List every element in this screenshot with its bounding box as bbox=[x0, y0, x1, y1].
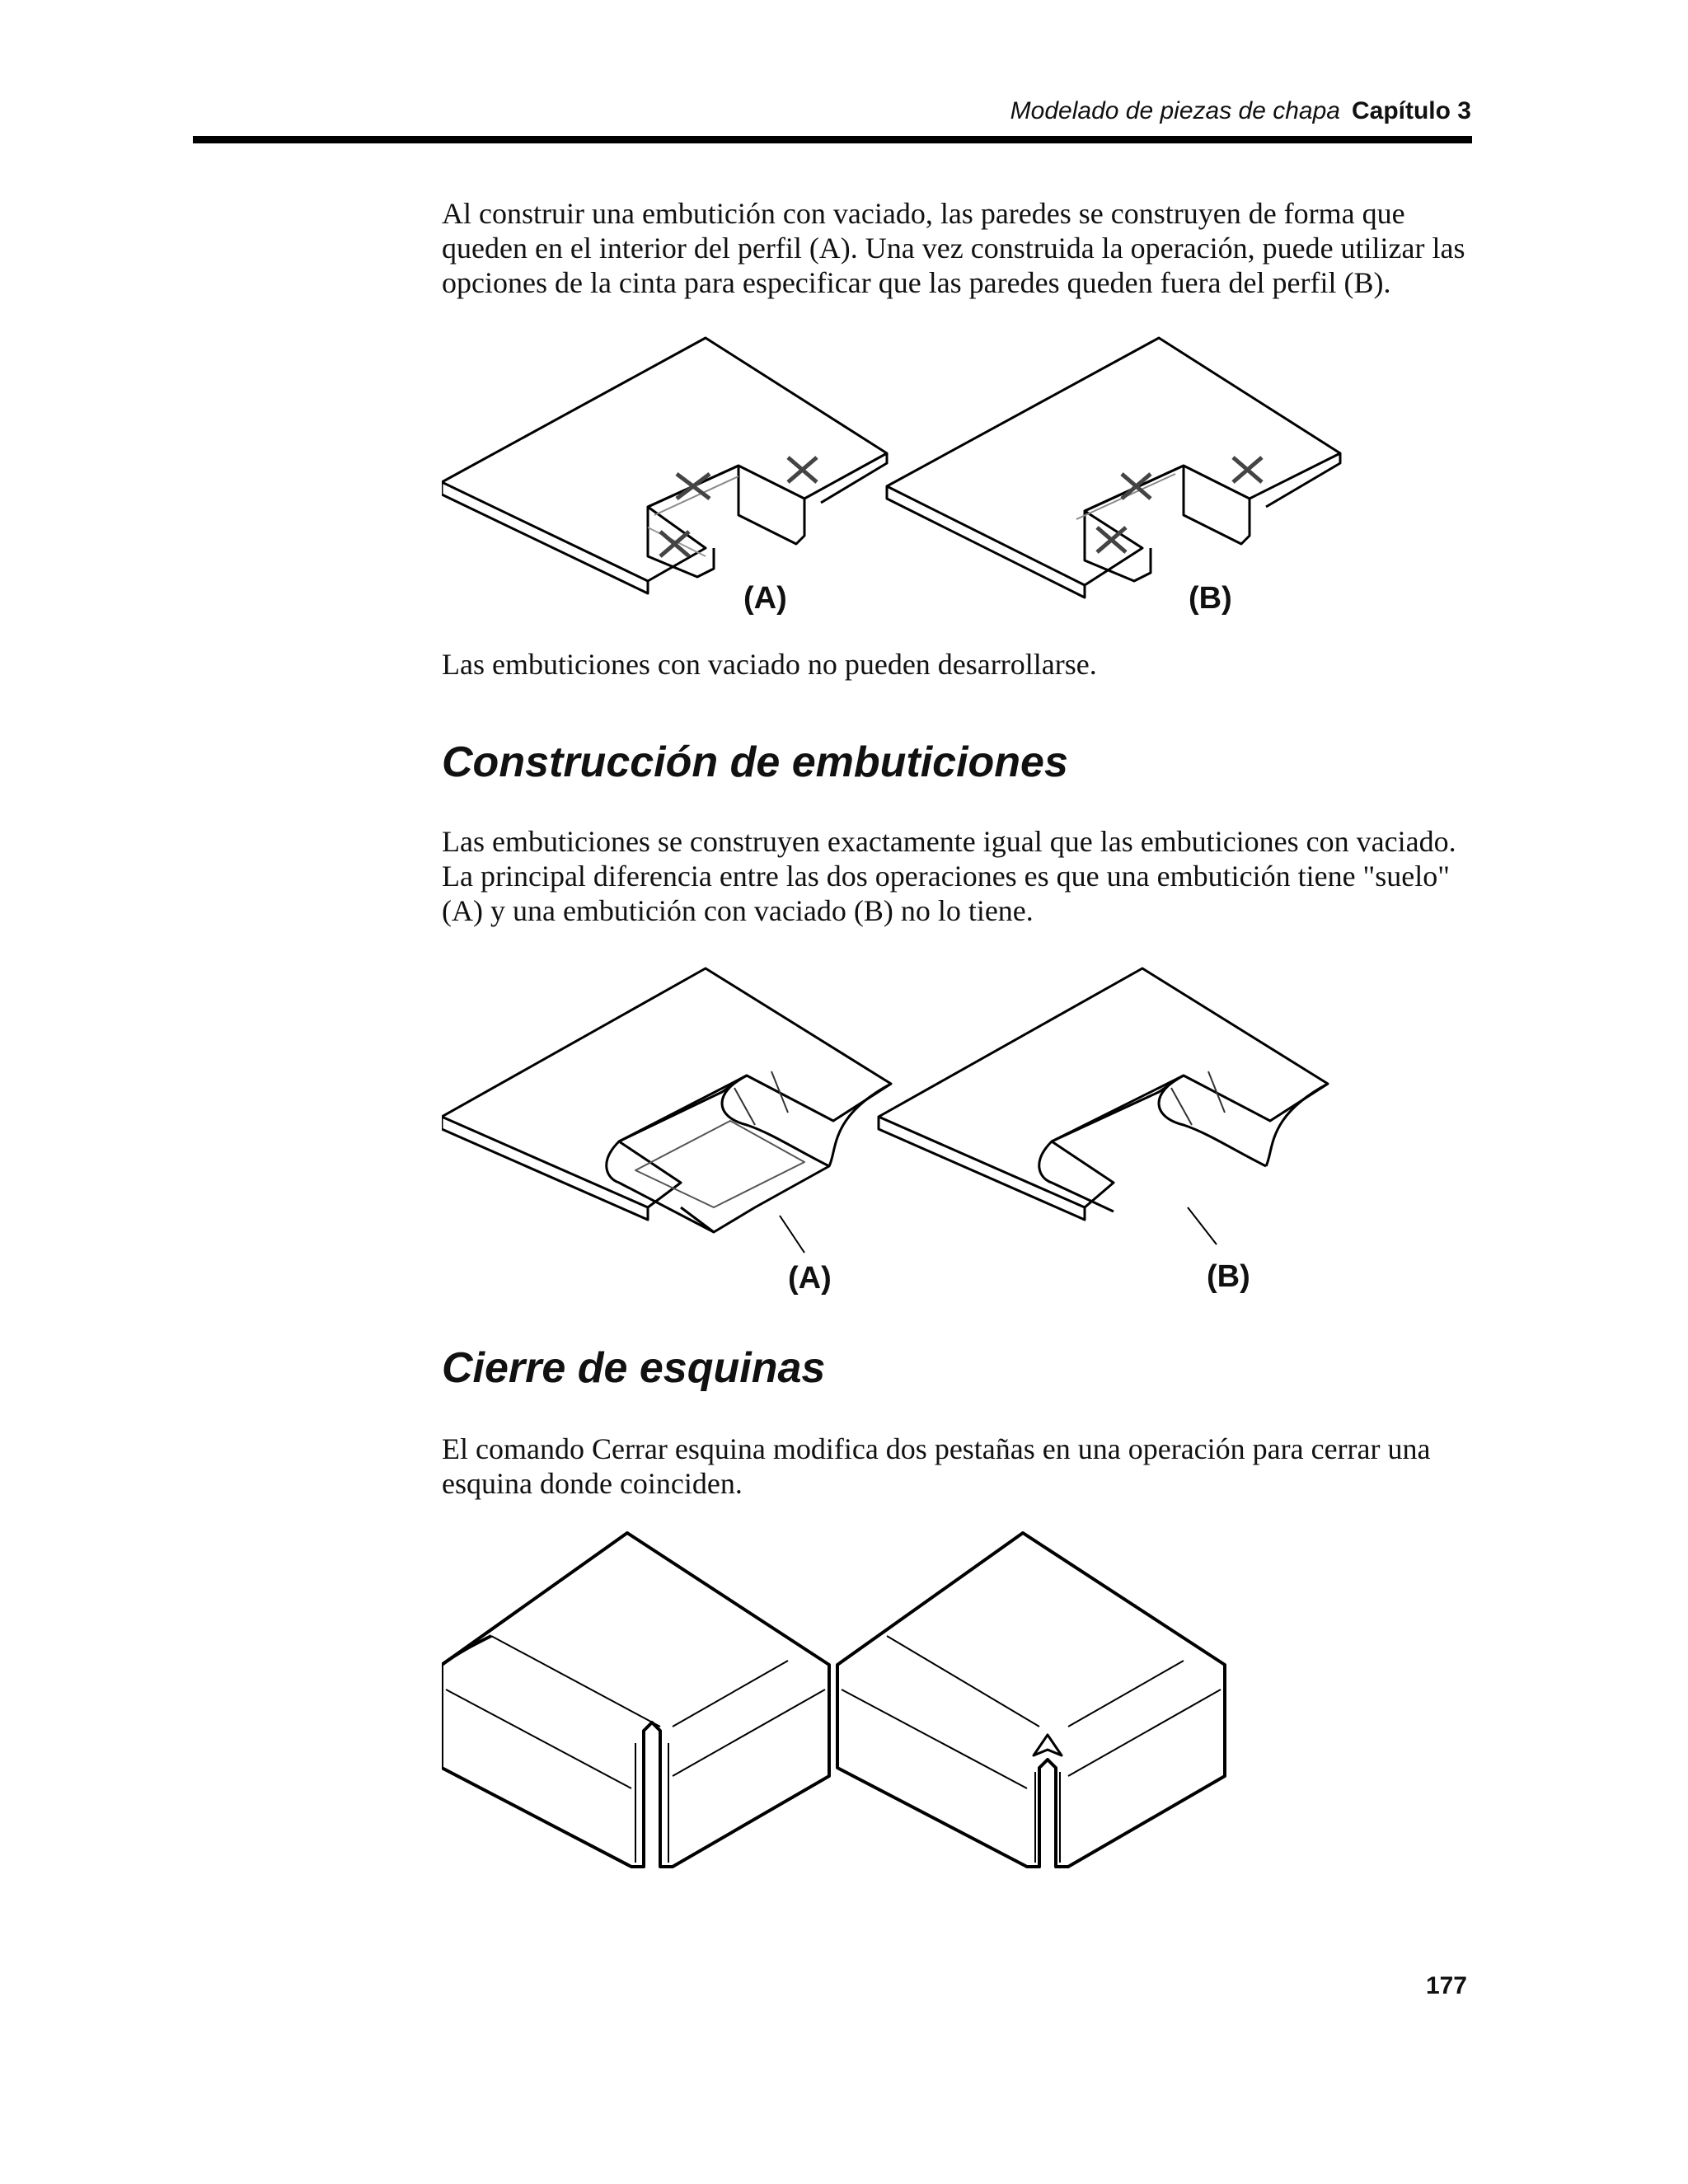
figure-cutout-emboss bbox=[442, 330, 1373, 626]
figure-close-corner-drawing bbox=[442, 1529, 1266, 1875]
figure-close-corner bbox=[442, 1529, 1266, 1875]
figure1-label-a: (A) bbox=[743, 581, 787, 616]
page-number: 177 bbox=[1425, 1972, 1467, 1999]
paragraph-close-corner: El comando Cerrar esquina modifica dos pestañas en una operación para cerrar una esquina donde coinciden. bbox=[442, 1432, 1431, 1500]
paragraph-no-unfold: Las embuticiones con vaciado no pueden desarrollarse. bbox=[442, 648, 1097, 681]
paragraph-emboss-walls: Al construir una embutición con vaciado, las paredes se construyen de forma que queden en el interior del perfil (A). Una vez construida la operación, puede utilizar las opciones de la cinta para especificar que las paredes queden fuera del perfil (B). bbox=[442, 197, 1465, 299]
paragraph-emboss-floor: Las embuticiones se construyen exactamente igual que las embuticiones con vaciado. La principal diferencia entre las dos operaciones es que una embutición tiene "suelo" (A) y una embutición con vaciado (B) no lo tiene. bbox=[442, 825, 1456, 927]
figure2-label-a: (A) bbox=[788, 1261, 832, 1296]
running-header bbox=[1010, 97, 1471, 125]
figure-cutout-emboss-drawing bbox=[442, 330, 1373, 626]
header-chapter: Capítulo 3 bbox=[1351, 97, 1471, 124]
figure1-label-b: (B) bbox=[1189, 581, 1232, 616]
figure2-label-b: (B) bbox=[1207, 1259, 1250, 1294]
header-rule bbox=[193, 136, 1472, 143]
heading-construccion-embuticiones: Construcción de embuticiones bbox=[442, 738, 1068, 786]
heading-cierre-esquinas: Cierre de esquinas bbox=[442, 1344, 826, 1392]
figure-emboss-comparison-drawing bbox=[442, 960, 1373, 1306]
header-section-title: Modelado de piezas de chapa bbox=[1010, 97, 1340, 124]
figure-emboss-comparison bbox=[442, 960, 1373, 1306]
